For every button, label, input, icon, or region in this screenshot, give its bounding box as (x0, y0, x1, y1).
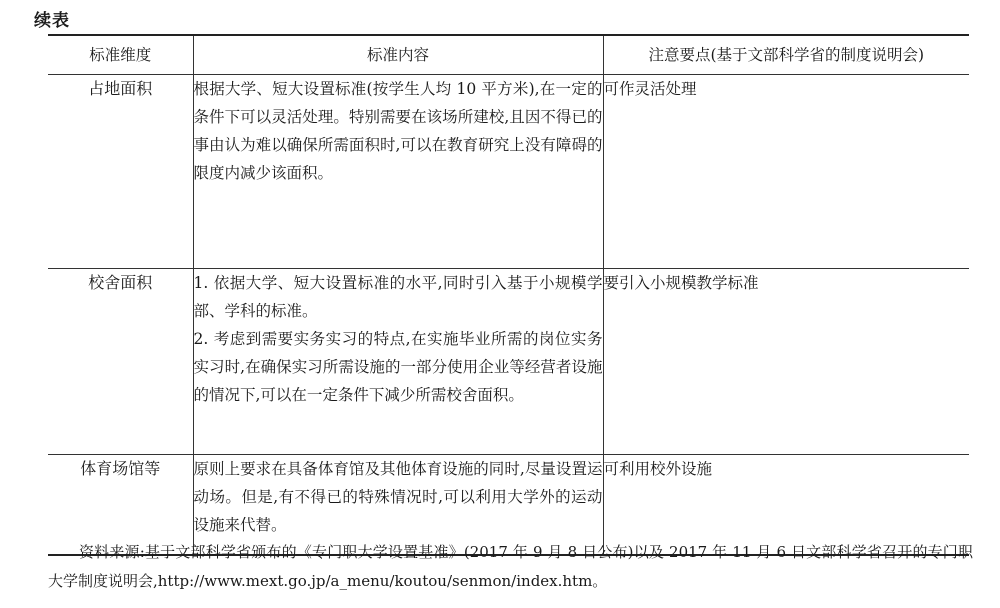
content-paragraph: 1. 依据大学、短大设置标准的水平,同时引入基于小规模学部、学科的标准。 (193, 274, 603, 320)
header-content: 标准内容 (193, 35, 603, 75)
header-notes: 注意要点(基于文部科学省的制度说明会) (603, 35, 969, 75)
dimension-cell: 校舍面积 (48, 269, 193, 455)
content-cell (193, 269, 603, 455)
note-cell: 要引入小规模教学标准 (603, 269, 969, 455)
table-row (48, 269, 969, 455)
content-paragraph: 原则上要求在具备体育馆及其他体育设施的同时,尽量设置运动场。但是,有不得已的特殊情况时,可以利用大学外的运动设施来代替。 (193, 460, 603, 534)
dimension-cell: 占地面积 (48, 75, 193, 269)
dimension-cell: 体育场馆等 (48, 455, 193, 555)
continued-table-label: 续表 (34, 11, 70, 31)
note-cell: 可利用校外设施 (603, 455, 969, 555)
source-note: 资料来源:基于文部科学省颁布的《专门职大学设置基准》(2017 年 9 月 8 日公布)以及 2017 年 11 月 6 日文部科学省召开的专门职大学制度说明会,http://www.mext.go.jp/a_menu/koutou/senmon/index.htm。 (48, 543, 973, 590)
content-cell (193, 75, 603, 269)
header-dimension: 标准维度 (48, 35, 193, 75)
content-paragraph: 根据大学、短大设置标准(按学生人均 10 平方米),在一定的条件下可以灵活处理。特别需要在该场所建校,且因不得已的事由认为难以确保所需面积时,可以在教育研究上没有障碍的限度内减少该面积。 (193, 80, 603, 182)
table-header-row (48, 35, 969, 75)
content-paragraph: 2. 考虑到需要实务实习的特点,在实施毕业所需的岗位实务实习时,在确保实习所需设施的一部分使用企业等经营者设施的情况下,可以在一定条件下减少所需校舍面积。 (193, 330, 603, 404)
note-cell: 可作灵活处理 (603, 75, 969, 269)
standards-table (48, 34, 969, 556)
table-row (48, 75, 969, 269)
